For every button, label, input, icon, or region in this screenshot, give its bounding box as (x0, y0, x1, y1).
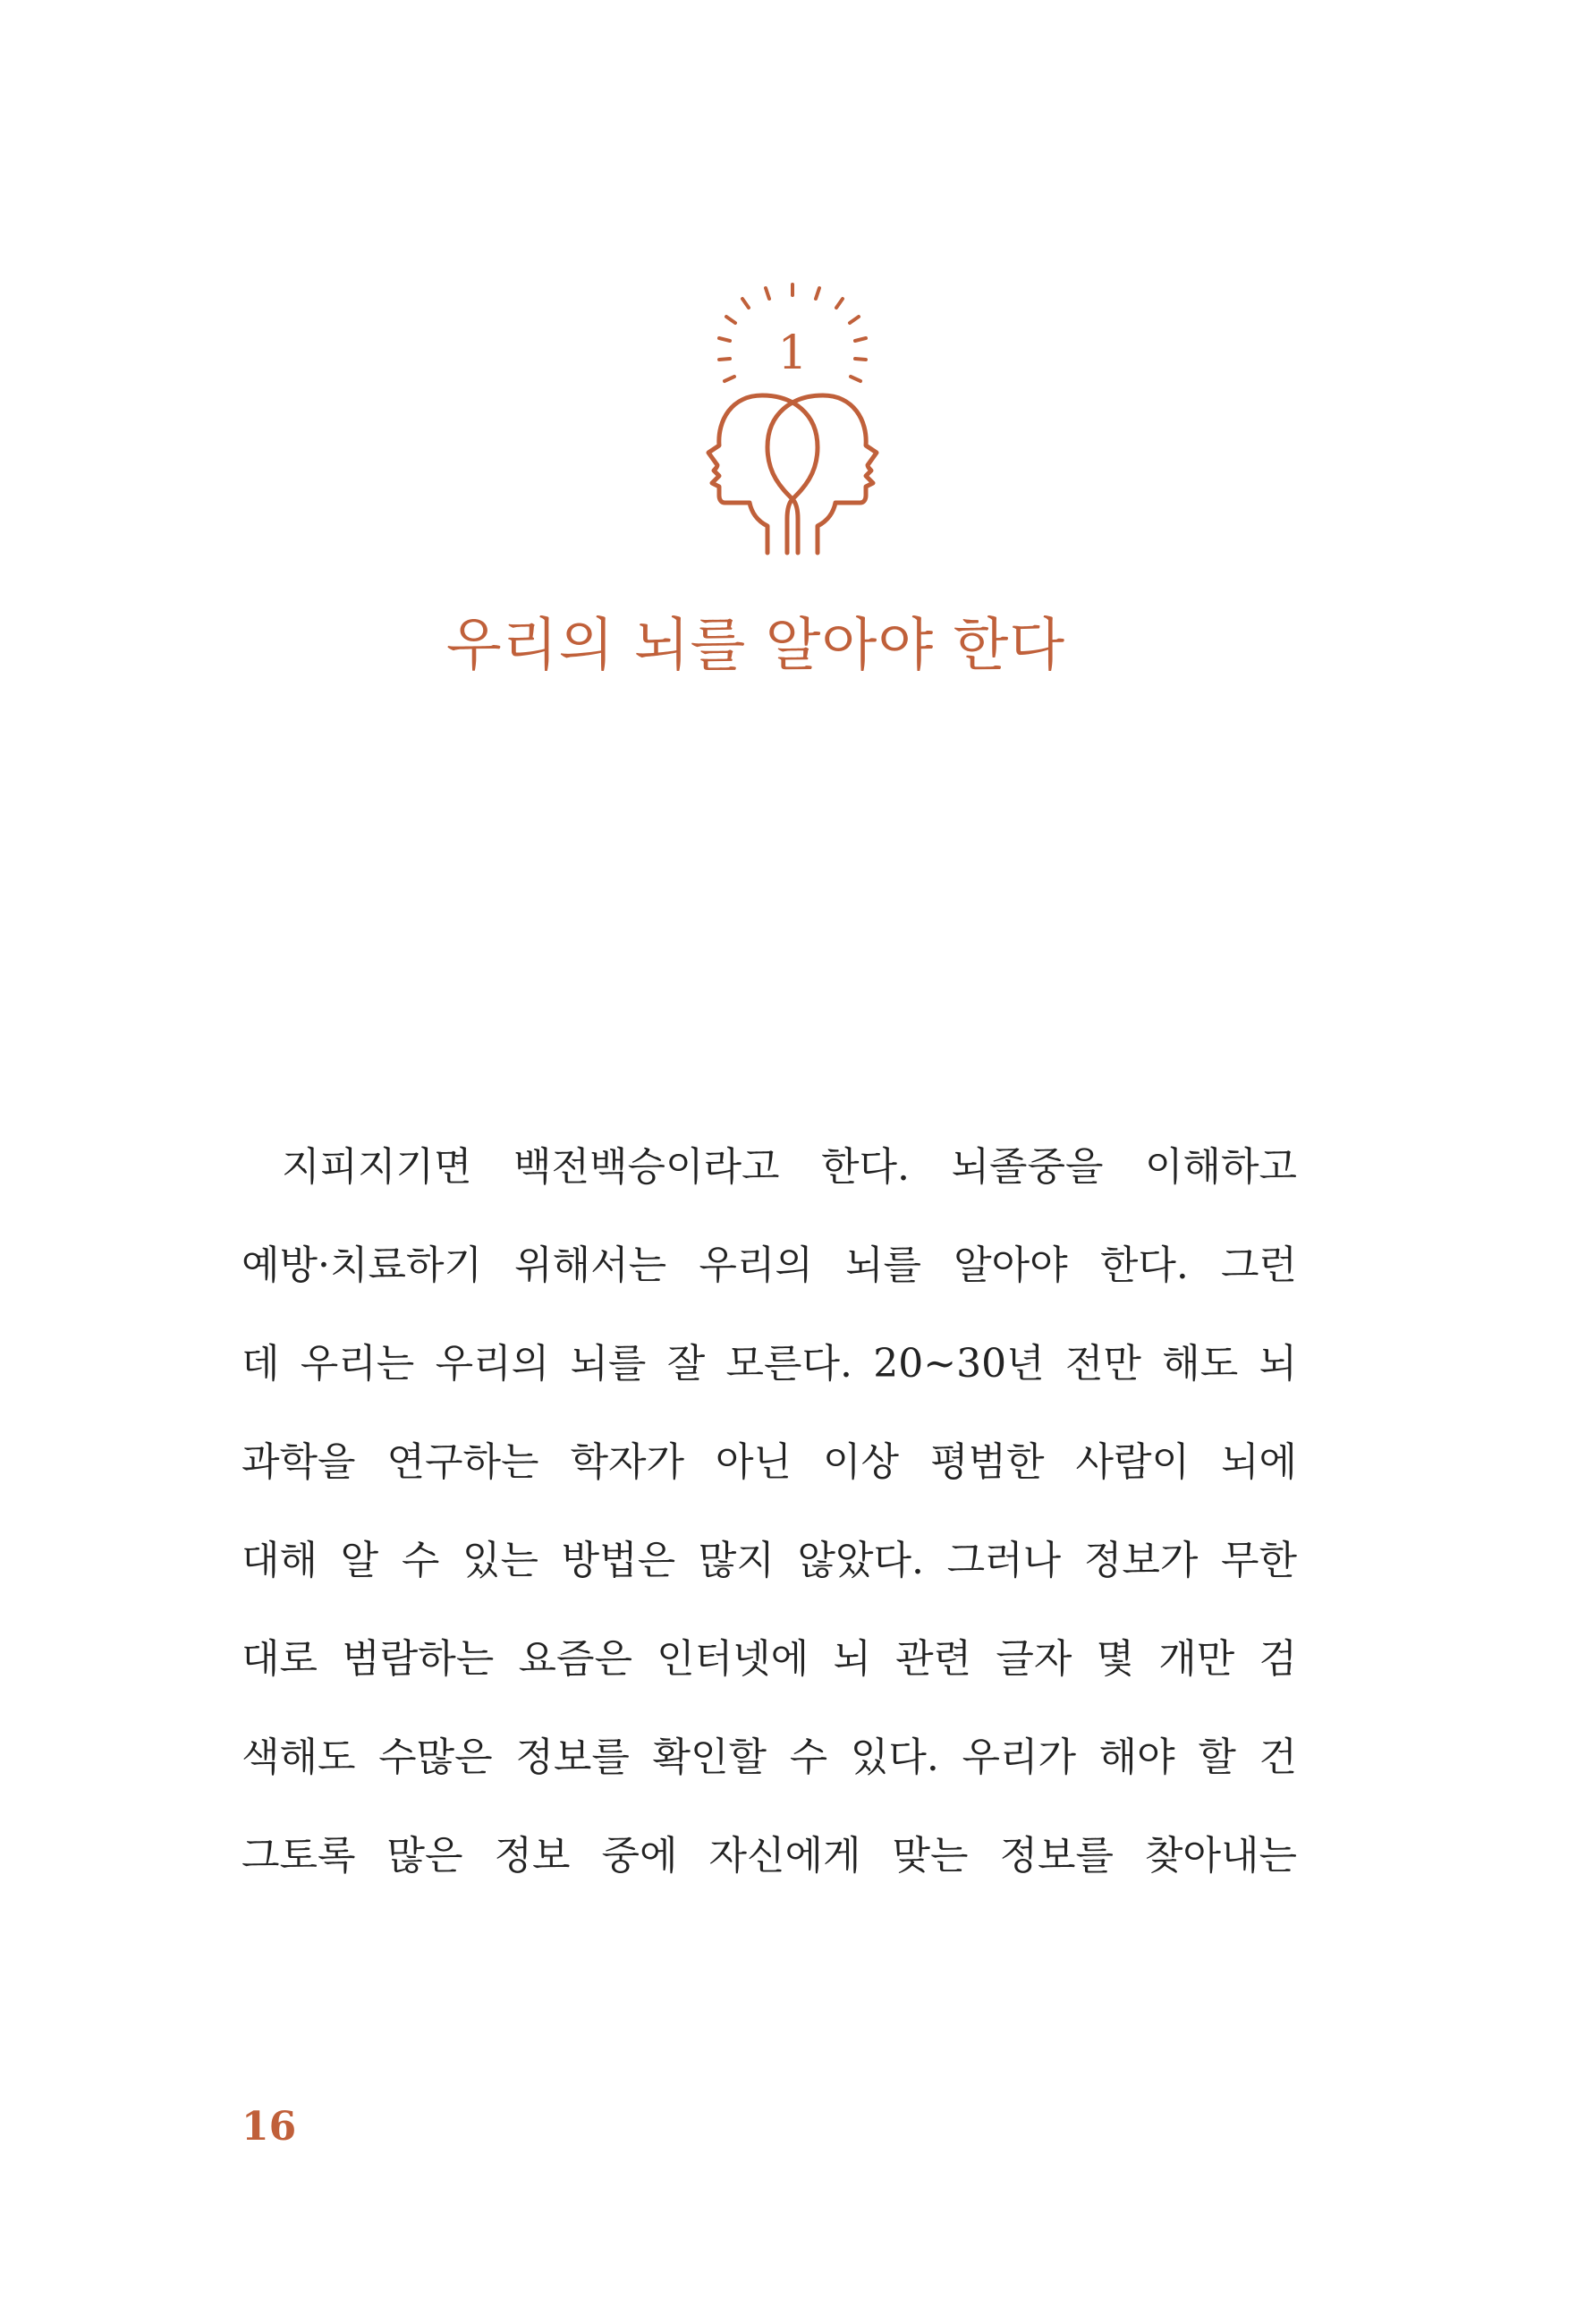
body-paragraph (242, 1118, 1297, 1905)
body-line: 예방·치료하기 위해서는 우리의 뇌를 알아야 한다. 그런 (242, 1243, 1297, 1288)
body-line: 대로 범람하는 요즘은 인터넷에 뇌 관련 글자 몇 개만 검 (242, 1636, 1297, 1682)
chapter-emblem-icon (658, 268, 927, 564)
body-line: 데 우리는 우리의 뇌를 잘 모른다. 20~30년 전만 해도 뇌 (242, 1341, 1297, 1387)
chapter-title: 우리의 뇌를 알아야 한다 (445, 613, 1066, 679)
body-line: 그토록 많은 정보 중에 자신에게 맞는 정보를 찾아내는 (242, 1833, 1297, 1879)
body-line: 과학을 연구하는 학자가 아닌 이상 평범한 사람이 뇌에 (242, 1439, 1297, 1485)
body-line: 색해도 수많은 정보를 확인할 수 있다. 우리가 해야 할 건 (242, 1735, 1297, 1780)
page-number: 16 (242, 2104, 297, 2150)
body-line: 대해 알 수 있는 방법은 많지 않았다. 그러나 정보가 무한 (242, 1538, 1297, 1583)
chapter-number: 1 (777, 327, 808, 380)
body-line: 지피지기면 백전백승이라고 한다. 뇌졸중을 이해하고 (282, 1144, 1297, 1190)
